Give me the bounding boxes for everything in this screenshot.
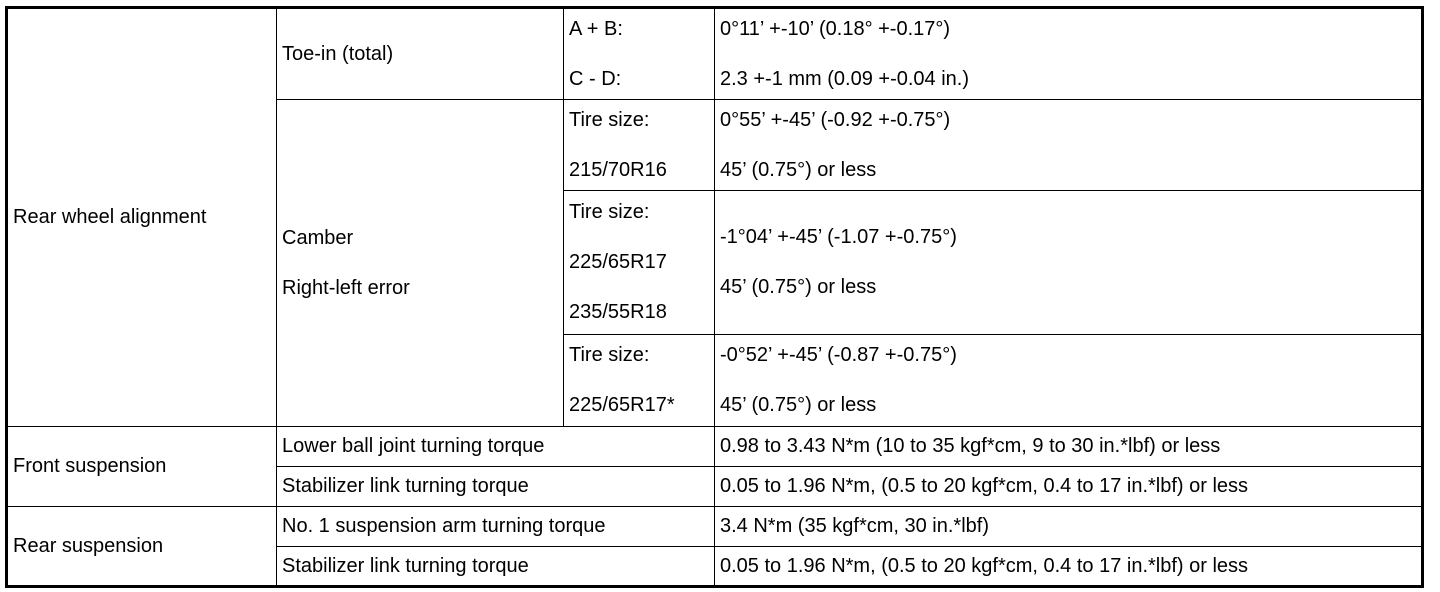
toe-in-values (715, 8, 1423, 100)
front-suspension-item: Lower ball joint turning torque (277, 427, 715, 467)
tire-size-label: Tire size: (569, 201, 650, 223)
rear-suspension-item: Stabilizer link turning torque (277, 547, 715, 587)
rear-wheel-alignment-label: Rear wheel alignment (7, 8, 277, 427)
rear-suspension-row (7, 507, 1423, 547)
camber-label: Camber (282, 226, 354, 249)
tire-size-cell (564, 100, 715, 191)
camber-values (715, 100, 1423, 191)
camber-value: -1°04’ +-45’ (-1.07 +-0.75°) (720, 226, 957, 248)
tire-size-cell (564, 335, 715, 427)
tire-size-value: 215/70R16 (569, 158, 667, 181)
camber-value: -0°52’ +-45’ (-0.87 +-0.75°) (720, 344, 957, 366)
rear-suspension-value: 3.4 N*m (35 kgf*cm, 30 in.*lbf) (715, 507, 1423, 547)
front-suspension-value: 0.05 to 1.96 N*m, (0.5 to 20 kgf*cm, 0.4 to 17 in.*lbf) or less (715, 467, 1423, 507)
right-left-error-label: Right-left error (282, 276, 410, 299)
front-suspension-value: 0.98 to 3.43 N*m (10 to 35 kgf*cm, 9 to 30 in.*lbf) or less (715, 427, 1423, 467)
right-left-error-value: 45’ (0.75°) or less (720, 276, 877, 298)
rear-suspension-item: No. 1 suspension arm turning torque (277, 507, 715, 547)
tire-size-value: 235/55R18 (569, 301, 667, 323)
tire-size-value: 225/65R17 (569, 251, 667, 273)
specification-table (5, 6, 1424, 588)
toe-in-measure-labels (564, 8, 715, 100)
toe-in-row (7, 8, 1423, 100)
tire-size-label: Tire size: (569, 108, 650, 131)
rear-suspension-value: 0.05 to 1.96 N*m, (0.5 to 20 kgf*cm, 0.4 to 17 in.*lbf) or less (715, 547, 1423, 587)
toe-in-ab-label: A + B: (569, 17, 623, 40)
tire-size-value: 225/65R17* (569, 394, 675, 416)
tire-size-cell (564, 191, 715, 335)
toe-in-cd-label: C - D: (569, 67, 622, 90)
camber-values (715, 191, 1423, 335)
tire-size-label: Tire size: (569, 344, 650, 366)
camber-values (715, 335, 1423, 427)
front-suspension-item: Stabilizer link turning torque (277, 467, 715, 507)
rear-suspension-label: Rear suspension (7, 507, 277, 587)
toe-in-label: Toe-in (total) (277, 8, 564, 100)
toe-in-ab-value: 0°11’ +-10’ (0.18° +-0.17°) (720, 17, 951, 40)
right-left-error-value: 45’ (0.75°) or less (720, 158, 877, 181)
front-suspension-label: Front suspension (7, 427, 277, 507)
front-suspension-row (7, 427, 1423, 467)
right-left-error-value: 45’ (0.75°) or less (720, 394, 877, 416)
camber-value: 0°55’ +-45’ (-0.92 +-0.75°) (720, 108, 951, 131)
toe-in-cd-value: 2.3 +-1 mm (0.09 +-0.04 in.) (720, 67, 970, 90)
camber-labels (277, 100, 564, 427)
